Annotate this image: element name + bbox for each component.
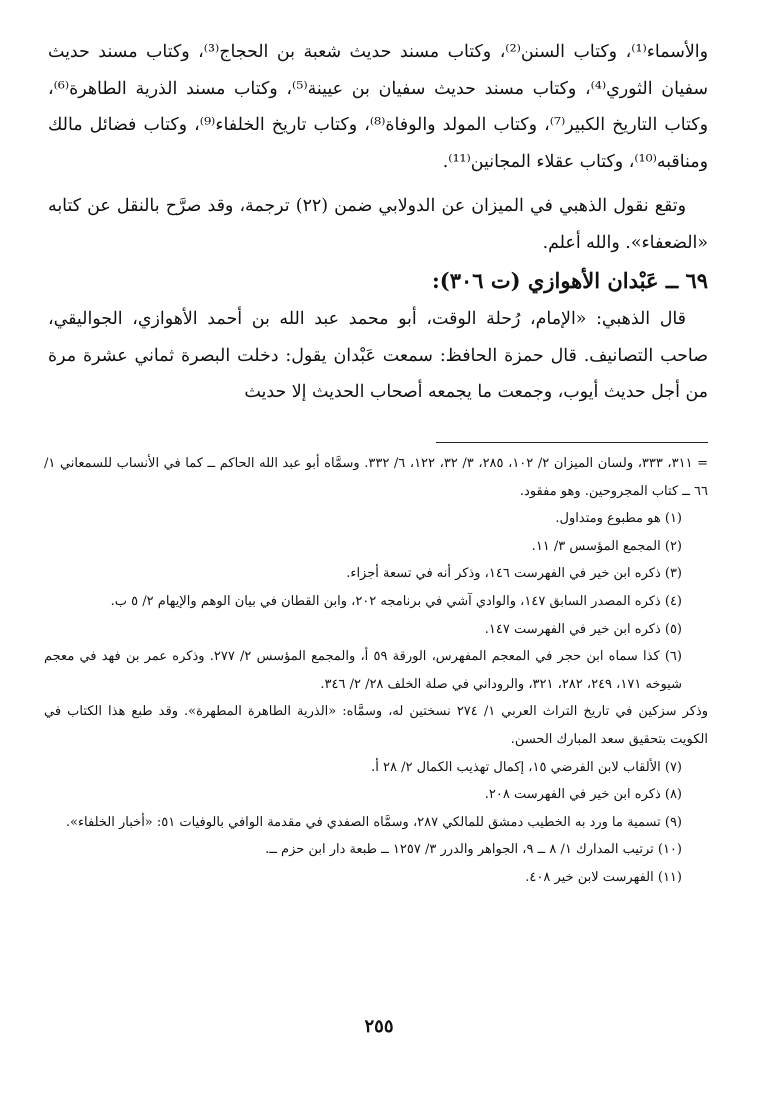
footnote-3: (٣) ذكره ابن خير في الفهرست ١٤٦، وذكر أنه في تسعة أجزاء. — [346, 566, 682, 582]
footnotes — [44, 450, 708, 892]
footnote-divider — [436, 442, 708, 443]
footnote-6-continuation: وذكر سزكين في تاريخ التراث العربي ١/ ٢٧٤ نسختين له، وسمَّاه: «الذرية الطاهرة المطهرة». وقد طبع هذا الكتاب في الكويت بتحقيق سعد المبارك الحسن. — [44, 704, 708, 747]
footnote-11: (١١) الفهرست لابن خير ٤٠٨. — [525, 869, 682, 885]
footnote-4: (٤) ذكره المصدر السابق ١٤٧، والوادي آشي في برنامجه ٢٠٢، وابن القطان في بيان الوهم والإيهام ٢/ ٥ ب. — [110, 593, 682, 609]
footnote-10: (١٠) ترتيب المدارك ١/ ٨ ــ ٩، الجواهر والدرر ٣/ ١٢٥٧ ــ طبعة دار ابن حزم ــ. — [265, 842, 682, 858]
section-heading: ٦٩ ــ عَبْدان الأهوازي (ت ٣٠٦): — [432, 268, 708, 293]
footnote-continuation: = ٣١١، ٣٣٣، ولسان الميزان ٢/ ١٠٢، ٢٨٥، ٣/ ٣٢، ١٢٢، ٦/ ٣٣٢. وسمَّاه أبو عبد الله الحاكم ــ كما في الأنساب للسمعاني ١/ ٦٦ ــ كتاب المجروحين. وهو مفقود. — [44, 456, 709, 499]
body-paragraph-2: وتقع نقول الذهبي في الميزان عن الدولابي ضمن (٢٢) ترجمة، وقد صرَّح بالنقل عن كتابه «الضعفاء». والله أعلم. — [48, 196, 708, 253]
body-paragraph-3: قال الذهبي: «الإمام، رُحلة الوقت، أبو محمد عبد الله بن أحمد الأهوازي، الجواليقي، صاحب التصانيف. قال حمزة الحافظ: سمعت عَبْدان يقول: دخلت البصرة ثماني عشرة مرة من أجل حديث أيوب، وجمعت ما يجمعه أصحاب الحديث إلا حديث — [48, 309, 708, 402]
footnote-2: (٢) المجمع المؤسس ٣/ ١١. — [531, 538, 682, 554]
main-text — [48, 34, 708, 411]
footnote-6: (٦) كذا سماه ابن حجر في المعجم المفهرس، الورقة ٥٩ أ، والمجمع المؤسس ٢/ ٢٧٧. وذكره عمر بن فهد في معجم شيوخه ١٧١، ٢٤٩، ٢٨٢، ٣٢١، والروداني في صلة الخلف ٢٨/ ٢/ ٣٤٦. — [44, 649, 682, 692]
body-paragraph-1: والأسماء⁽¹⁾، وكتاب السنن⁽²⁾، وكتاب مسند حديث شعبة بن الحجاج⁽³⁾، وكتاب مسند حديث سفيان الثوري⁽⁴⁾، وكتاب مسند حديث سفيان بن عيينة⁽⁵⁾، وكتاب مسند الذرية الطاهرة⁽⁶⁾، وكتاب التاريخ الكبير⁽⁷⁾، وكتاب المولد والوفاة⁽⁸⁾، وكتاب تاريخ الخلفاء⁽⁹⁾، وكتاب فضائل مالك ومناقبه⁽¹⁰⁾، وكتاب عقلاء المجانين⁽¹¹⁾. — [48, 42, 708, 172]
footnote-7: (٧) الألقاب لابن الفرضي ١٥، إكمال تهذيب الكمال ٢/ ٢٨ أ. — [371, 759, 682, 775]
footnote-5: (٥) ذكره ابن خير في الفهرست ١٤٧. — [484, 621, 682, 637]
footnote-1: (١) هو مطبوع ومتداول. — [555, 511, 682, 527]
footnote-9: (٩) تسمية ما ورد به الخطيب دمشق للمالكي ٢٨٧، وسمَّاه الصفدي في مقدمة الوافي بالوفيات ٥١: «أخبار الخلفاء». — [65, 814, 682, 830]
page-number: ٢٥٥ — [364, 1016, 394, 1037]
footnote-8: (٨) ذكره ابن خير في الفهرست ٢٠٨. — [484, 787, 682, 803]
